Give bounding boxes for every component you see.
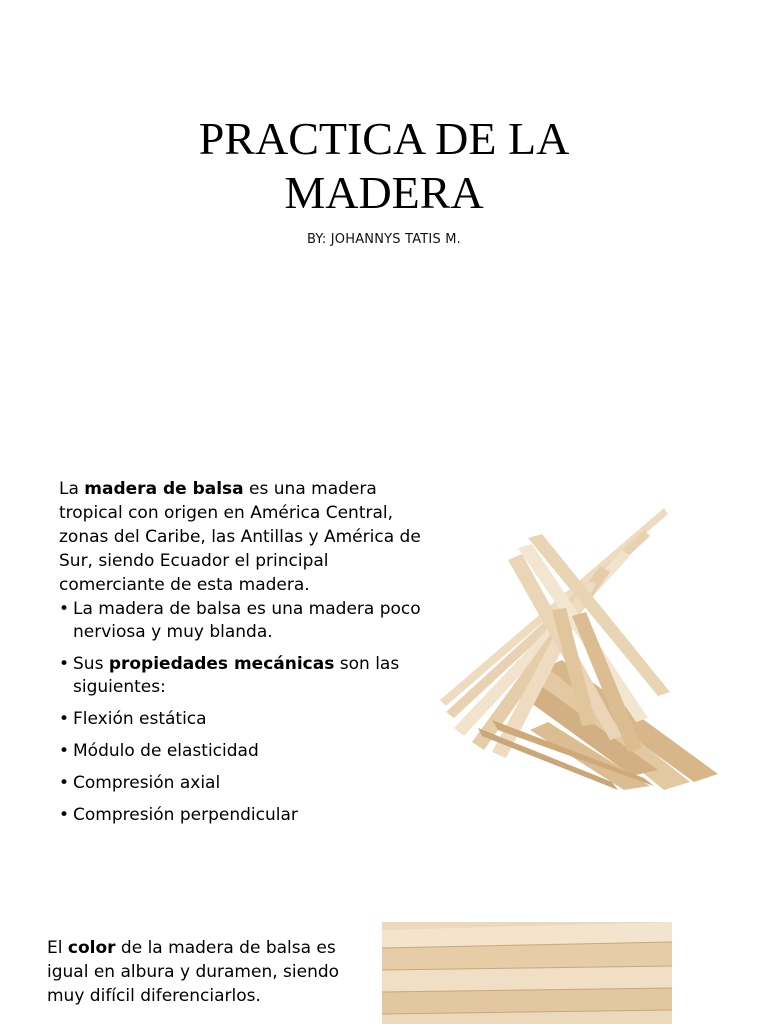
color-bold-text: color <box>67 938 116 958</box>
title-line-1: PRACTICA DE LA <box>198 113 570 164</box>
bullet-item: • Compresión perpendicular <box>59 804 439 827</box>
bullet-item: • Flexión estática <box>59 708 439 731</box>
bullet-item: • La madera de balsa es una madera poco nerviosa y muy blanda. <box>59 598 439 644</box>
balsa-boards-image <box>382 922 672 1024</box>
title-slide <box>0 0 768 432</box>
content-slide-balsa <box>0 432 768 902</box>
intro-text-start: La <box>59 479 85 499</box>
title-line-2: MADERA <box>284 167 484 218</box>
bullet-item: • Compresión axial <box>59 772 439 795</box>
author-subtitle: BY: JOHANNYS TATIS M. <box>307 232 461 247</box>
intro-text-bold: madera de balsa <box>84 479 244 499</box>
presentation-title <box>0 112 768 220</box>
bullet-item: • Módulo de elasticidad <box>59 740 439 763</box>
color-paragraph: El color de la madera de balsa es igual en albura y duramen, siendo muy difícil diferenciarlos. <box>47 938 340 1006</box>
bullet-item: • Sus propiedades mecánicas son las siguientes: <box>59 653 439 699</box>
bullet-bold-text: propiedades mecánicas <box>108 654 335 674</box>
intro-text-end: es una madera tropical con origen en América Central, zonas del Caribe, las Antillas y América de Sur, siendo Ecuador el principal comerciante de esta madera. <box>59 479 421 595</box>
properties-bullet-list <box>59 598 439 836</box>
balsa-sticks-image <box>432 490 722 790</box>
balsa-intro-paragraph <box>59 477 429 597</box>
content-slide-color <box>0 902 768 1024</box>
